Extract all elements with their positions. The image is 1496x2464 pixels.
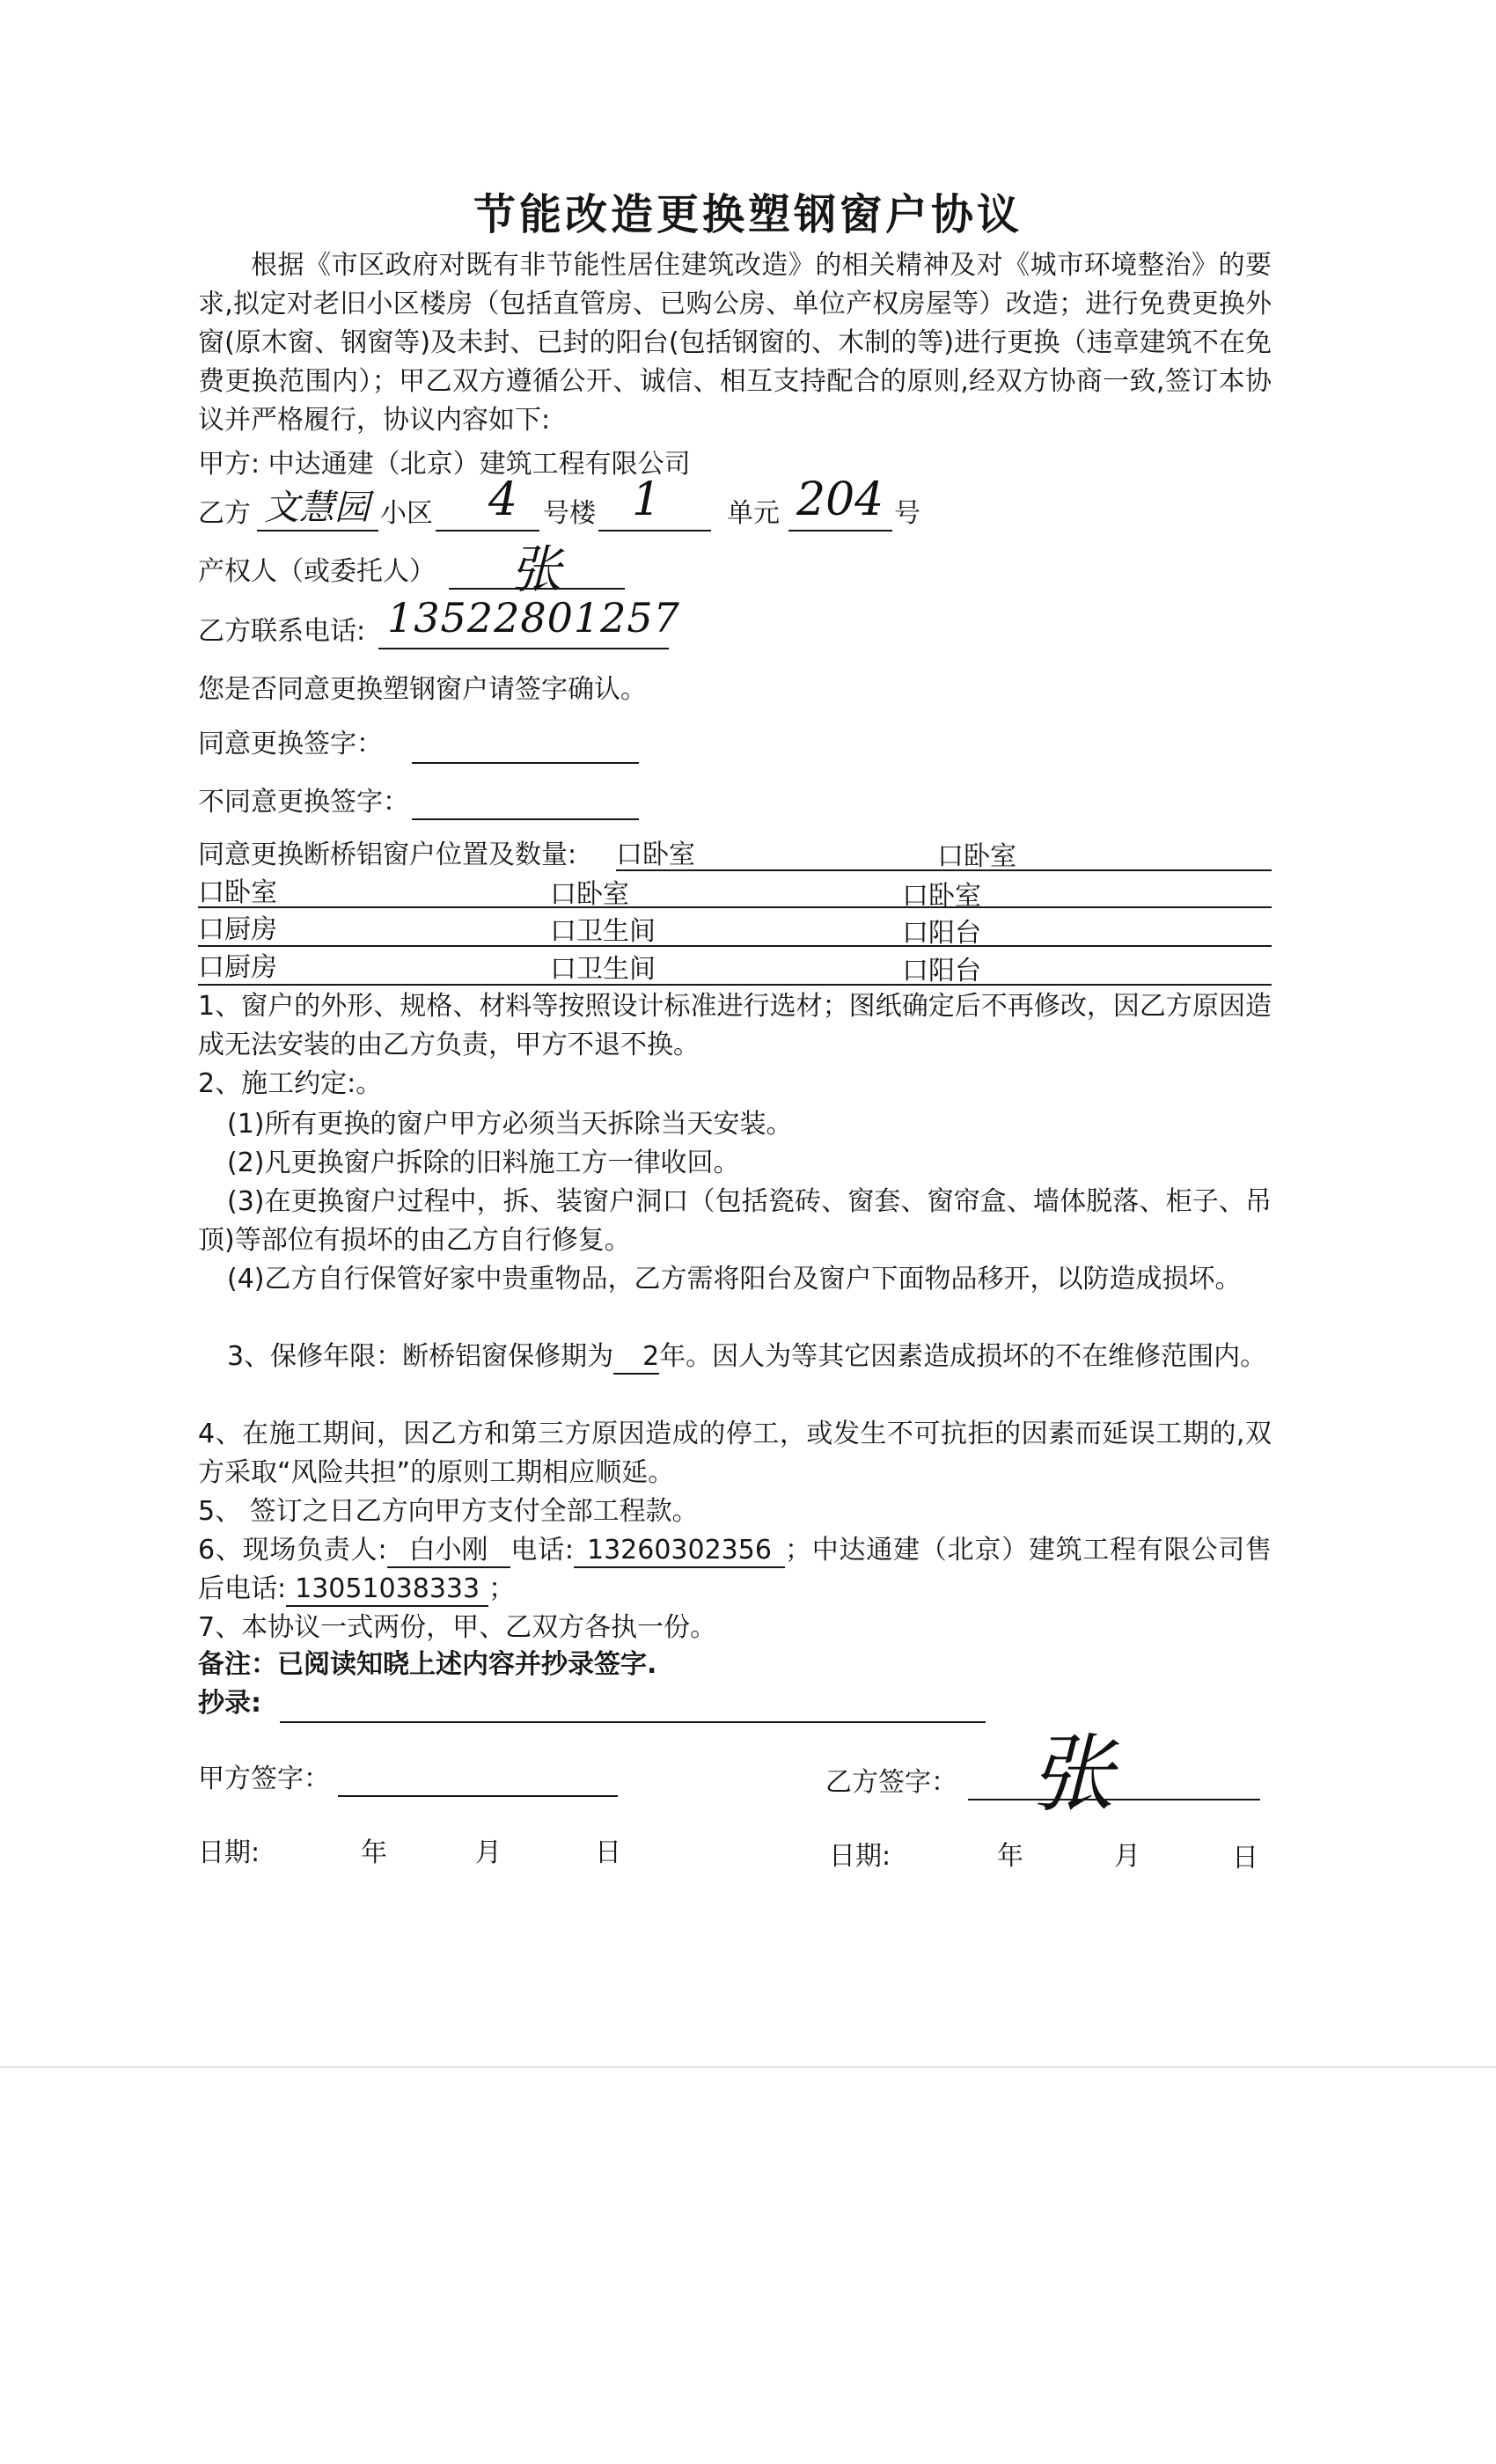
window-option[interactable]: 口厨房 [198,914,277,945]
copy-label: 抄录: [198,1688,261,1719]
building-label: 号楼 [543,498,596,529]
scan-edge [0,2066,1496,2068]
phone-handwriting: 13522801257 [387,594,680,642]
room-handwriting: 204 [796,473,884,526]
window-option[interactable]: 口卧室 [550,879,629,910]
window-heading: 同意更换断桥铝窗户位置及数量: [198,840,577,870]
window-option[interactable]: 口厨房 [198,952,277,983]
party-a-date-month: 月 [475,1837,502,1868]
owner-signature: 张 [510,539,562,599]
clause-2-3: (3)在更换窗户过程中，拆、装窗户洞口（包括瓷砖、窗套、窗帘盒、墙体脱落、柜子、吊顶)等部位有损坏的由乙方自行修复。 [198,1186,1272,1256]
party-b-label: 乙方 [198,498,251,529]
clause-2: 2、施工约定:。 [198,1068,383,1099]
phone-label: 乙方联系电话: [198,616,366,647]
window-option[interactable]: 口卧室 [937,841,1016,872]
clause-5: 5、 签订之日乙方向甲方支付全部工程款。 [198,1496,699,1527]
window-option[interactable]: 口卧室 [616,840,695,870]
clause-1: 1、窗户的外形、规格、材料等按照设计标准进行选材；图纸确定后不再修改，因乙方原因造成无法安装的由乙方负责，甲方不退不换。 [198,991,1272,1060]
party-b-date-day: 日 [1232,1843,1258,1874]
window-option[interactable]: 口阳台 [902,956,981,986]
window-option[interactable]: 口卧室 [902,881,981,912]
clause-3 [198,1338,1272,1376]
confirm-prompt: 您是否同意更换塑钢窗户请签字确认。 [198,674,647,705]
clause-6-label: 6、现场负责人: [198,1535,387,1566]
clause-6 [198,1531,1272,1609]
agree-label: 同意更换签字： [198,729,383,759]
window-option[interactable]: 口卧室 [198,877,277,908]
clause-2-4: (4)乙方自行保管好家中贵重物品，乙方需将阳台及窗户下面物品移开，以防造成损坏。 [227,1264,1242,1294]
clause-6-tel-label: 电话: [510,1535,574,1566]
clause-4: 4、在施工期间，因乙方和第三方原因造成的停工，或发生不可抗拒的因素而延误工期的,双方采取“风险共担”的原则工期相应顺延。 [198,1419,1272,1488]
room-label: 号 [894,498,920,529]
intro-paragraph: 根据《市区政府对既有非节能性居住建筑改造》的相关精神及对《城市环境整治》的要求,拟定对老旧小区楼房（包括直管房、已购公房、单位产权房屋等）改造；进行免费更换外窗(原木窗、钢窗等)及未封、已封的阳台(包括钢窗的、木制的等)进行更换（违章建筑不在免费更换范围内）；甲乙双方遵循公开、诚信、相互支持配合的原则,经双方协商一致,签订本协议并严格履行，协议内容如下: [198,250,1272,436]
party-b-sign-line[interactable] [968,1799,1260,1800]
agree-signature-line[interactable] [412,762,639,764]
unit-handwriting: 1 [632,473,662,526]
clause-6-end: ； [488,1573,516,1604]
window-option[interactable]: 口卫生间 [550,954,656,985]
party-a-date-label: 日期: [198,1837,260,1868]
building-handwriting: 4 [488,473,518,526]
party-b-sign-label: 乙方签字： [825,1767,957,1798]
party-a-date-year: 年 [361,1837,387,1868]
unit-label: 单元 [727,498,780,529]
party-a-line: 甲方: 中达通建（北京）建筑工程有限公司 [198,449,691,480]
party-b-date-label: 日期: [829,1841,891,1872]
party-b-date-year: 年 [997,1841,1023,1872]
clause-2-1: (1)所有更换的窗户甲方必须当天拆除当天安装。 [227,1109,793,1140]
disagree-label: 不同意更换签字： [198,787,409,818]
window-option[interactable]: 口卫生间 [550,916,656,947]
document-title: 节能改造更换塑钢窗户协议 [473,190,1023,239]
window-option[interactable]: 口阳台 [902,918,981,949]
after-sales-phone: 13051038333 [286,1573,488,1607]
disagree-signature-line[interactable] [412,818,639,820]
community-label: 小区 [380,498,433,529]
clause-6-company: ；中达通建（北京）建筑工程有限公司售后电话: [198,1535,1272,1604]
site-manager-phone: 13260302356 [574,1535,785,1568]
warranty-years: 2 [613,1341,659,1375]
community-handwriting: 文慧园 [264,488,370,528]
party-b-date-month: 月 [1114,1841,1140,1872]
party-b-signature: 张 [1030,1725,1114,1823]
party-a-sign-line[interactable] [338,1795,618,1797]
site-manager-name: 白小刚 [387,1535,510,1568]
owner-label: 产权人（或委托人） [198,556,436,587]
clause-7: 7、本协议一式两份，甲、乙双方各执一份。 [198,1612,717,1643]
party-a-date-day: 日 [595,1837,621,1868]
clause-3-prefix: 3、保修年限：断桥铝窗保修期为 [227,1341,614,1372]
clause-2-2: (2)凡更换窗户拆除的旧料施工方一律收回。 [227,1148,740,1178]
copy-line[interactable] [280,1721,986,1723]
clause-3-suffix: 年。因人为等其它因素造成损坏的不在维修范围内。 [659,1341,1267,1372]
note: 备注：已阅读知晓上述内容并抄录签字. [198,1649,657,1680]
party-a-sign-label: 甲方签字： [198,1764,330,1794]
